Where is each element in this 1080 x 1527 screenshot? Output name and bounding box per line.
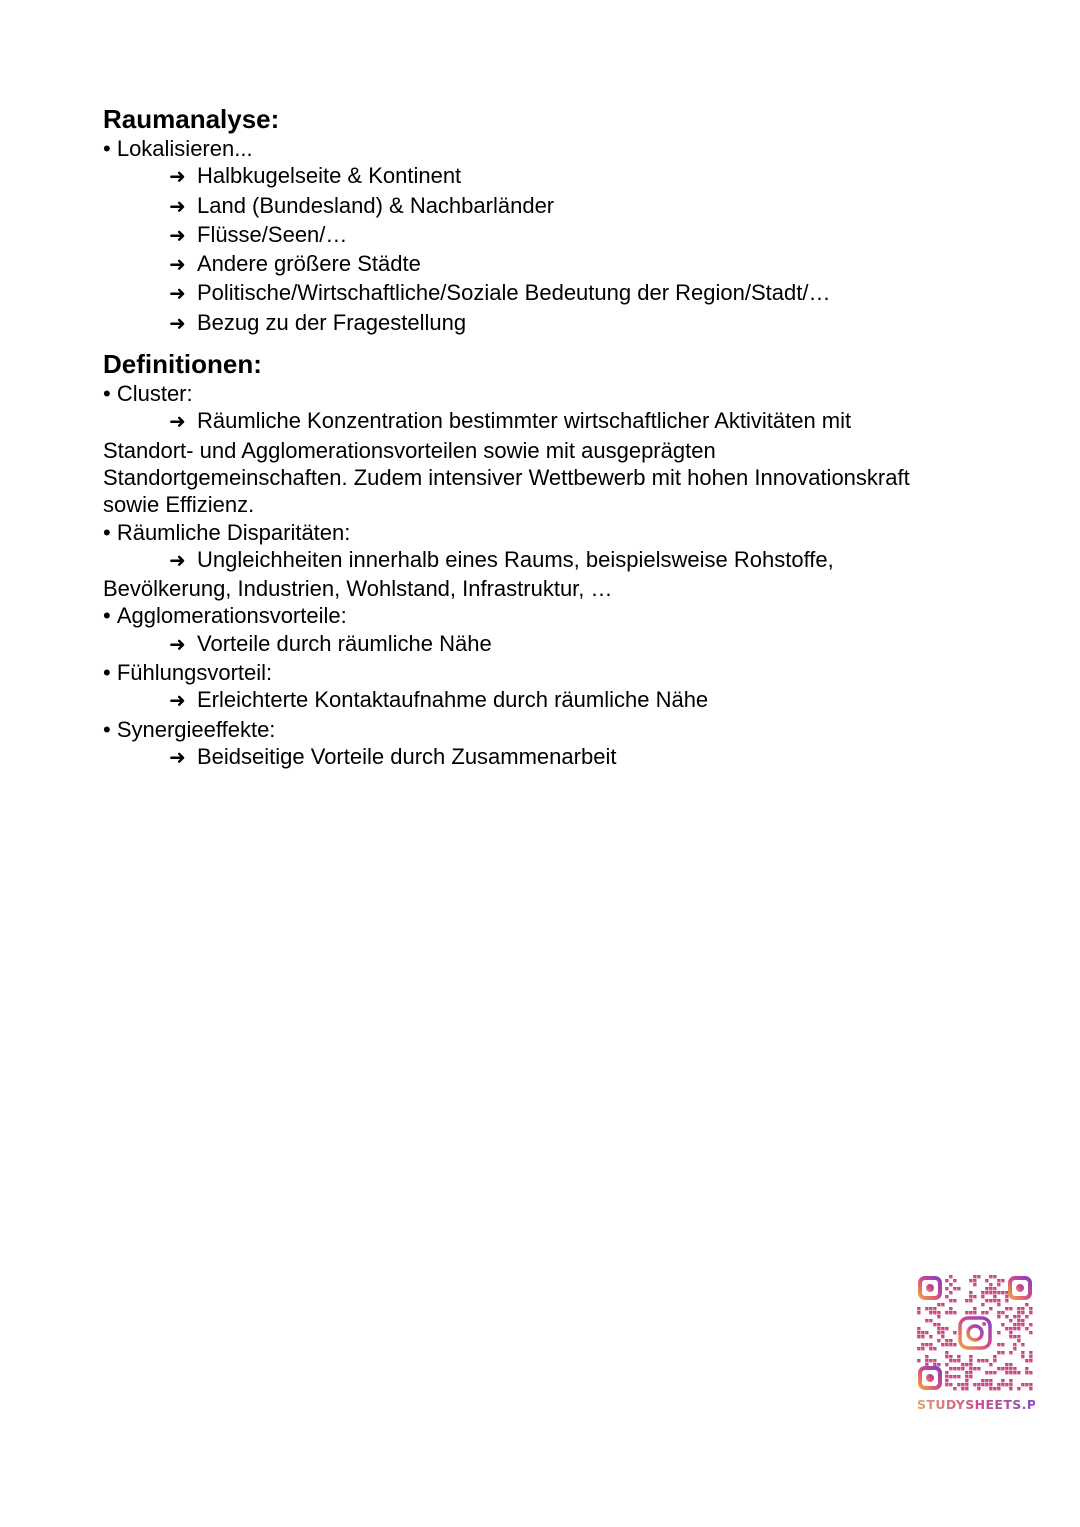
qr-module xyxy=(989,1287,993,1291)
qr-module xyxy=(973,1383,977,1387)
qr-module xyxy=(997,1279,1001,1283)
qr-module xyxy=(925,1331,929,1335)
qr-module xyxy=(949,1299,953,1303)
arrow-icon: ➜ xyxy=(169,195,186,218)
heading-raumanalyse: Raumanalyse: xyxy=(103,104,280,134)
qr-module xyxy=(993,1355,997,1359)
qr-module xyxy=(957,1367,961,1371)
qr-module xyxy=(1005,1371,1009,1375)
qr-module xyxy=(969,1279,973,1283)
list-item: ➜ Politische/Wirtschaftliche/Soziale Bedeutung der Region/Stadt/… xyxy=(103,279,983,308)
qr-module xyxy=(993,1287,997,1291)
qr-module xyxy=(929,1335,933,1339)
arrow-icon: ➜ xyxy=(169,633,186,656)
watermark-label: STUDYSHEETS.PC xyxy=(917,1397,1046,1412)
qr-module xyxy=(1021,1343,1025,1347)
qr-module xyxy=(977,1387,981,1391)
qr-module xyxy=(949,1307,953,1311)
qr-module xyxy=(1017,1319,1021,1323)
qr-module xyxy=(981,1311,985,1315)
qr-module xyxy=(917,1311,921,1315)
qr-module xyxy=(1009,1363,1013,1367)
qr-module xyxy=(1017,1323,1021,1327)
qr-module xyxy=(969,1299,973,1303)
qr-module xyxy=(945,1295,949,1299)
qr-module xyxy=(965,1387,969,1391)
qr-module xyxy=(1001,1379,1005,1383)
qr-module xyxy=(953,1367,957,1371)
qr-module xyxy=(1025,1367,1029,1371)
qr-module xyxy=(1017,1307,1021,1311)
qr-module xyxy=(941,1331,945,1335)
definition-cluster: ➜ Räumliche Konzentration bestimmter wirtschaftlicher Aktivitäten mit Standort- und Agglomerationsvorteilen sowie mit ausgeprägten Standortgemeinschaften. Zudem intensiver Wettbewerb mit hohen Innovationskraft sowie Effizienz. xyxy=(103,408,910,518)
qr-module xyxy=(953,1299,957,1303)
qr-module xyxy=(989,1387,993,1391)
heading-definitionen: Definitionen: xyxy=(103,349,262,380)
qr-module xyxy=(1021,1307,1025,1311)
qr-code-icon xyxy=(917,1275,1033,1391)
qr-module xyxy=(929,1307,933,1311)
qr-module xyxy=(985,1311,989,1315)
qr-module xyxy=(989,1307,993,1311)
qr-module xyxy=(1013,1315,1017,1319)
qr-module xyxy=(989,1299,993,1303)
qr-module xyxy=(937,1303,941,1307)
qr-module xyxy=(1005,1327,1009,1331)
qr-module xyxy=(917,1307,921,1311)
term-cluster: • Cluster: xyxy=(103,380,983,407)
qr-module xyxy=(965,1311,969,1315)
qr-module xyxy=(981,1291,985,1295)
qr-module xyxy=(925,1343,929,1347)
qr-module xyxy=(981,1359,985,1363)
qr-module xyxy=(981,1295,985,1299)
qr-module xyxy=(941,1327,945,1331)
qr-module xyxy=(985,1279,989,1283)
arrow-icon: ➜ xyxy=(169,166,186,189)
qr-module xyxy=(1009,1331,1013,1335)
qr-module xyxy=(985,1359,989,1363)
qr-module xyxy=(929,1319,933,1323)
qr-module xyxy=(941,1343,945,1347)
qr-module xyxy=(997,1291,1001,1295)
qr-module xyxy=(997,1331,1001,1335)
qr-module xyxy=(921,1343,925,1347)
qr-module xyxy=(1009,1319,1013,1323)
document-page xyxy=(103,103,983,772)
qr-module xyxy=(945,1355,949,1359)
qr-module xyxy=(921,1331,925,1335)
qr-module xyxy=(933,1311,937,1315)
qr-module xyxy=(1005,1315,1009,1319)
qr-module xyxy=(993,1295,997,1299)
arrow-icon: ➜ xyxy=(169,690,186,713)
qr-module xyxy=(953,1375,957,1379)
qr-module xyxy=(945,1379,949,1383)
qr-module xyxy=(945,1327,949,1331)
qr-module xyxy=(973,1311,977,1315)
qr-module xyxy=(1009,1307,1013,1311)
qr-module xyxy=(933,1307,937,1311)
qr-module xyxy=(945,1351,949,1355)
qr-module xyxy=(997,1299,1001,1303)
qr-module xyxy=(1021,1319,1025,1323)
qr-module xyxy=(993,1387,997,1391)
qr-module xyxy=(993,1299,997,1303)
qr-module xyxy=(921,1347,925,1351)
qr-module xyxy=(981,1303,985,1307)
qr-module xyxy=(949,1343,953,1347)
qr-module xyxy=(945,1287,949,1291)
qr-module xyxy=(997,1367,1001,1371)
qr-module xyxy=(1025,1383,1029,1387)
qr-module xyxy=(949,1311,953,1315)
arrow-icon: ➜ xyxy=(169,549,186,572)
qr-module xyxy=(933,1323,937,1327)
qr-module xyxy=(917,1331,921,1335)
qr-module xyxy=(965,1371,969,1375)
qr-module xyxy=(973,1283,977,1287)
qr-module xyxy=(929,1359,933,1363)
qr-module xyxy=(1005,1299,1009,1303)
qr-module xyxy=(1013,1367,1017,1371)
qr-module xyxy=(969,1371,973,1375)
qr-module xyxy=(965,1363,969,1367)
qr-module xyxy=(945,1343,949,1347)
qr-module xyxy=(969,1359,973,1363)
qr-module xyxy=(925,1319,929,1323)
qr-module xyxy=(1005,1291,1009,1295)
qr-module xyxy=(929,1343,933,1347)
qr-module xyxy=(1021,1311,1025,1315)
qr-module xyxy=(1025,1359,1029,1363)
qr-module xyxy=(997,1351,1001,1355)
qr-module xyxy=(949,1355,953,1359)
qr-module xyxy=(941,1335,945,1339)
qr-module xyxy=(1029,1387,1033,1391)
qr-module xyxy=(1029,1351,1033,1355)
qr-module xyxy=(1001,1351,1005,1355)
qr-module xyxy=(973,1367,977,1371)
qr-module xyxy=(1017,1327,1021,1331)
qr-module xyxy=(937,1327,941,1331)
qr-module xyxy=(937,1323,941,1327)
qr-module xyxy=(1025,1327,1029,1331)
qr-module xyxy=(989,1371,993,1375)
qr-module xyxy=(1001,1367,1005,1371)
qr-module xyxy=(925,1363,929,1367)
qr-module xyxy=(965,1383,969,1387)
qr-module xyxy=(949,1291,953,1295)
qr-module xyxy=(1013,1371,1017,1375)
qr-module xyxy=(1017,1371,1021,1375)
qr-module xyxy=(1013,1327,1017,1331)
qr-module xyxy=(1029,1359,1033,1363)
qr-module xyxy=(961,1363,965,1367)
qr-module xyxy=(969,1291,973,1295)
qr-module xyxy=(989,1275,993,1279)
qr-module xyxy=(1005,1307,1009,1311)
qr-module xyxy=(969,1367,973,1371)
qr-module xyxy=(949,1367,953,1371)
qr-module xyxy=(949,1283,953,1287)
qr-module xyxy=(953,1387,957,1391)
definition-disparitaeten: ➜ Ungleichheiten innerhalb eines Raums, beispielsweise Rohstoffe, Bevölkerung, Industrien, Wohlstand, Infrastruktur, … xyxy=(103,546,834,602)
qr-module xyxy=(1021,1383,1025,1387)
qr-module xyxy=(925,1359,929,1363)
definition-fuehlungsvorteil: ➜ Erleichterte Kontaktaufnahme durch räumliche Nähe xyxy=(103,686,983,715)
qr-module xyxy=(1017,1339,1021,1343)
qr-module xyxy=(1029,1311,1033,1315)
qr-module xyxy=(949,1339,953,1343)
qr-module xyxy=(921,1335,925,1339)
qr-module xyxy=(997,1383,1001,1387)
bullet-lokalisieren: • Lokalisieren... xyxy=(103,135,983,162)
qr-module xyxy=(977,1275,981,1279)
qr-module xyxy=(945,1371,949,1375)
arrow-icon: ➜ xyxy=(169,312,186,335)
qr-module xyxy=(1005,1295,1009,1299)
term-disparitaeten: • Räumliche Disparitäten: xyxy=(103,519,983,546)
qr-module xyxy=(917,1347,921,1351)
qr-module xyxy=(1001,1291,1005,1295)
qr-module xyxy=(925,1307,929,1311)
qr-module xyxy=(989,1363,993,1367)
qr-module xyxy=(1013,1335,1017,1339)
qr-module xyxy=(945,1363,949,1367)
qr-module xyxy=(981,1383,985,1387)
qr-module xyxy=(989,1291,993,1295)
qr-module xyxy=(953,1343,957,1347)
qr-module xyxy=(953,1331,957,1335)
qr-module xyxy=(1005,1383,1009,1387)
qr-module xyxy=(925,1355,929,1359)
qr-module xyxy=(1029,1307,1033,1311)
qr-module xyxy=(977,1383,981,1387)
qr-module xyxy=(1001,1311,1005,1315)
qr-module xyxy=(1029,1371,1033,1375)
qr-module xyxy=(949,1383,953,1387)
qr-module xyxy=(997,1283,1001,1287)
qr-module xyxy=(1029,1323,1033,1327)
qr-module xyxy=(929,1347,933,1351)
term-agglomerationsvorteile: • Agglomerationsvorteile: xyxy=(103,602,983,629)
qr-module xyxy=(973,1275,977,1279)
list-item: ➜ Andere größere Städte xyxy=(103,250,983,279)
qr-module xyxy=(945,1375,949,1379)
qr-module xyxy=(973,1295,977,1299)
qr-module xyxy=(1017,1315,1021,1319)
qr-module xyxy=(985,1299,989,1303)
qr-module xyxy=(1001,1279,1005,1283)
qr-module xyxy=(953,1287,957,1291)
qr-module xyxy=(953,1359,957,1363)
qr-module xyxy=(1013,1323,1017,1327)
list-item: ➜ Bezug zu der Fragestellung xyxy=(103,309,983,338)
qr-module xyxy=(989,1283,993,1287)
qr-module xyxy=(1005,1367,1009,1371)
qr-module xyxy=(977,1367,981,1371)
qr-module xyxy=(997,1315,1001,1319)
qr-module xyxy=(973,1307,977,1311)
qr-module xyxy=(985,1371,989,1375)
watermark xyxy=(917,1275,1046,1412)
qr-module xyxy=(1021,1323,1025,1327)
qr-module xyxy=(1009,1327,1013,1331)
qr-module xyxy=(937,1339,941,1343)
qr-module xyxy=(1009,1379,1013,1383)
qr-module xyxy=(989,1383,993,1387)
qr-module xyxy=(1005,1363,1009,1367)
qr-module xyxy=(949,1375,953,1379)
qr-module xyxy=(937,1331,941,1335)
instagram-qr-code-icon xyxy=(917,1275,1033,1391)
qr-module xyxy=(949,1359,953,1363)
qr-module xyxy=(997,1311,1001,1315)
qr-module xyxy=(1009,1371,1013,1375)
qr-module xyxy=(985,1379,989,1383)
qr-module xyxy=(941,1303,945,1307)
qr-module xyxy=(965,1375,969,1379)
qr-module xyxy=(985,1287,989,1291)
list-item: ➜ Land (Bundesland) & Nachbarländer xyxy=(103,192,983,221)
qr-module xyxy=(993,1275,997,1279)
qr-module xyxy=(1029,1383,1033,1387)
qr-module xyxy=(1009,1367,1013,1371)
qr-module xyxy=(997,1343,1001,1347)
qr-module xyxy=(993,1371,997,1375)
qr-module xyxy=(973,1279,977,1283)
qr-module xyxy=(993,1291,997,1295)
qr-module xyxy=(1017,1311,1021,1315)
qr-module xyxy=(953,1311,957,1315)
qr-module xyxy=(1009,1351,1013,1355)
arrow-icon: ➜ xyxy=(169,254,186,277)
qr-module xyxy=(945,1311,949,1315)
qr-module xyxy=(969,1363,973,1367)
qr-module xyxy=(1021,1355,1025,1359)
qr-module xyxy=(917,1335,921,1339)
qr-module xyxy=(1009,1387,1013,1391)
arrow-icon: ➜ xyxy=(169,283,186,306)
qr-module xyxy=(937,1311,941,1315)
qr-module xyxy=(1025,1371,1029,1375)
qr-module xyxy=(1013,1347,1017,1351)
arrow-icon: ➜ xyxy=(169,746,186,769)
qr-module xyxy=(945,1339,949,1343)
qr-module xyxy=(989,1379,993,1383)
qr-module xyxy=(965,1299,969,1303)
qr-module xyxy=(1025,1303,1029,1307)
qr-module xyxy=(917,1359,921,1363)
qr-module xyxy=(957,1355,961,1359)
qr-module xyxy=(933,1347,937,1351)
qr-module xyxy=(965,1379,969,1383)
qr-module xyxy=(969,1375,973,1379)
qr-module xyxy=(969,1355,973,1359)
qr-module xyxy=(1029,1355,1033,1359)
qr-module xyxy=(1021,1351,1025,1355)
qr-module xyxy=(957,1287,961,1291)
qr-module xyxy=(985,1291,989,1295)
qr-module xyxy=(1001,1383,1005,1387)
qr-module xyxy=(1017,1335,1021,1339)
qr-module xyxy=(957,1359,961,1363)
arrow-icon: ➜ xyxy=(169,224,186,247)
qr-module xyxy=(953,1279,957,1283)
term-synergieeffekte: • Synergieeffekte: xyxy=(103,716,983,743)
qr-module xyxy=(937,1363,941,1367)
qr-module xyxy=(945,1279,949,1283)
qr-module xyxy=(949,1275,953,1279)
definition-agglomerationsvorteile: ➜ Vorteile durch räumliche Nähe xyxy=(103,630,983,659)
qr-module xyxy=(981,1379,985,1383)
qr-module xyxy=(945,1383,949,1387)
qr-module xyxy=(1025,1315,1029,1319)
qr-module xyxy=(997,1303,1001,1307)
qr-module xyxy=(985,1383,989,1387)
qr-module xyxy=(993,1359,997,1363)
qr-module xyxy=(1013,1343,1017,1347)
qr-module xyxy=(937,1315,941,1319)
qr-module xyxy=(961,1367,965,1371)
qr-module xyxy=(957,1375,961,1379)
qr-module xyxy=(957,1383,961,1387)
qr-module xyxy=(933,1363,937,1367)
list-item: ➜ Halbkugelseite & Kontinent xyxy=(103,162,983,191)
qr-module xyxy=(997,1387,1001,1391)
arrow-icon: ➜ xyxy=(169,411,186,434)
qr-module xyxy=(977,1359,981,1363)
qr-module xyxy=(1009,1335,1013,1339)
list-item: ➜ Flüsse/Seen/… xyxy=(103,221,983,250)
term-fuehlungsvorteil: • Fühlungsvorteil: xyxy=(103,659,983,686)
qr-module xyxy=(1009,1383,1013,1387)
qr-module xyxy=(1001,1343,1005,1347)
qr-module xyxy=(961,1383,965,1387)
qr-module xyxy=(969,1295,973,1299)
qr-module xyxy=(1017,1387,1021,1391)
qr-module xyxy=(961,1387,965,1391)
qr-module xyxy=(929,1311,933,1315)
qr-module xyxy=(1029,1331,1033,1335)
qr-module xyxy=(933,1359,937,1363)
definition-synergieeffekte: ➜ Beidseitige Vorteile durch Zusammenarbeit xyxy=(103,743,983,772)
qr-module xyxy=(1001,1323,1005,1327)
qr-module xyxy=(969,1311,973,1315)
qr-module xyxy=(917,1327,921,1331)
